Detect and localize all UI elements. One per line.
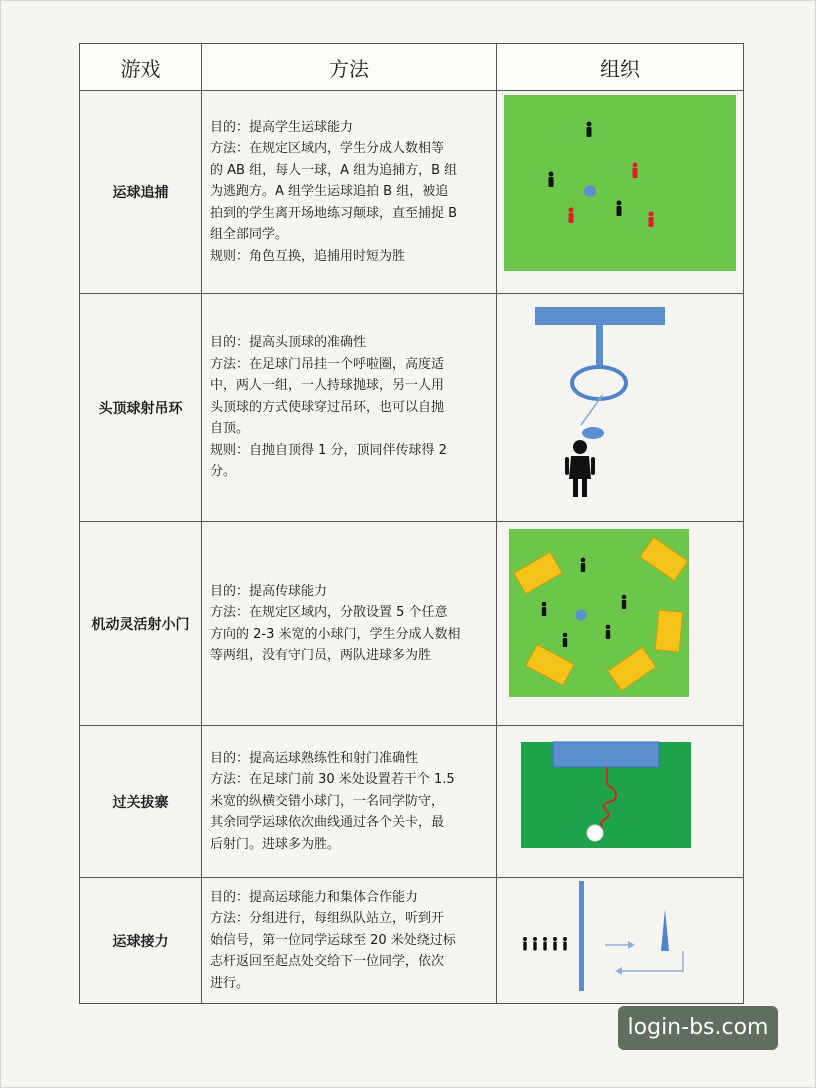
method-line: 分。 <box>210 464 237 480</box>
game-method <box>202 726 497 878</box>
method-line: 规则：自抛自顶得 1 分，顶同伴传球得 2 <box>210 442 447 458</box>
method-line: 进行。 <box>210 975 250 991</box>
relay-diagram <box>497 879 743 1003</box>
marker-pole-icon <box>661 909 669 951</box>
table-row <box>80 294 744 522</box>
watermark-badge: login-bs.com <box>618 1006 778 1050</box>
method-line: 方法：在足球门前 30 米处设置若干个 1.5 <box>210 772 455 788</box>
org-diagram-small-goals <box>497 522 744 726</box>
table-row <box>80 522 744 726</box>
chase-field-diagram <box>497 92 743 292</box>
ball-icon <box>587 825 603 841</box>
method-line: 方法：分组进行，每组纵队站立，听到开 <box>210 911 445 927</box>
method-line: 米宽的纵横交错小球门，一名同学防守， <box>210 793 445 809</box>
game-method <box>202 294 497 522</box>
player-red-icon <box>569 208 574 224</box>
method-line: 拍到的学生离开场地练习颠球，直至捕捉 B <box>210 205 458 221</box>
player-black-icon <box>523 937 527 951</box>
table-row <box>80 878 744 1004</box>
header-hoop-diagram <box>497 295 743 521</box>
method-line: 后射门。进球多为胜。 <box>210 836 341 852</box>
player-silhouette-icon <box>565 440 595 497</box>
hoop-icon <box>572 367 626 399</box>
return-arrow <box>621 951 683 971</box>
method-line: 目的：提高运球熟练性和射门准确性 <box>210 750 419 766</box>
method-line: 目的：提高传球能力 <box>210 583 328 599</box>
method-line: 其余同学运球依次曲线通过各个关卡，最 <box>210 815 445 831</box>
arrow-head-icon <box>615 967 622 975</box>
player-black-icon <box>587 122 592 138</box>
arrow-head-icon <box>628 941 635 949</box>
games-table <box>79 43 744 1004</box>
checkpoint-diagram <box>497 727 743 877</box>
player-black-icon <box>543 937 547 951</box>
ball-icon <box>576 609 587 620</box>
ball-icon <box>582 427 604 439</box>
method-line: 组全部同学。 <box>210 227 289 243</box>
method-line: 自顶。 <box>210 421 250 437</box>
table-row <box>80 726 744 878</box>
player-black-icon <box>617 201 622 217</box>
game-name: 过关拔寨 <box>80 726 202 878</box>
hanging-rope <box>596 325 603 367</box>
header-method: 方法 <box>202 44 497 91</box>
method-line: 为逃跑方。A 组学生运球追拍 B 组，被追 <box>210 184 449 200</box>
method-line: 目的：提高运球能力和集体合作能力 <box>210 889 419 905</box>
org-diagram-relay <box>497 878 744 1004</box>
org-diagram-checkpoint <box>497 726 744 878</box>
player-black-icon <box>606 624 611 638</box>
player-black-icon <box>563 632 568 646</box>
player-black-icon <box>622 594 627 608</box>
method-line: 始信号，第一位同学运球至 20 米处绕过标 <box>210 932 456 948</box>
player-red-icon <box>649 212 654 228</box>
game-method <box>202 522 497 726</box>
player-black-icon <box>533 937 537 951</box>
org-diagram-chase <box>497 91 744 294</box>
player-black-icon <box>553 937 557 951</box>
method-line: 目的：提高头顶球的准确性 <box>210 335 367 351</box>
goal <box>553 742 659 767</box>
game-name: 运球追捕 <box>80 91 202 294</box>
method-line: 方向的 2-3 米宽的小球门，学生分成人数相 <box>210 626 461 642</box>
table-header-row <box>80 44 744 91</box>
method-line: 规则：角色互换，追捕用时短为胜 <box>210 248 406 264</box>
header-game: 游戏 <box>80 44 202 91</box>
small-goals-diagram <box>497 523 743 725</box>
game-method <box>202 91 497 294</box>
player-black-icon <box>549 172 554 188</box>
method-line: 中，两人一组，一人持球抛球，另一人用 <box>210 378 445 394</box>
small-goal <box>655 610 682 652</box>
player-black-icon <box>563 937 567 951</box>
method-line: 等两组，没有守门员，两队进球多为胜 <box>210 648 432 663</box>
player-red-icon <box>633 163 638 179</box>
method-line: 目的：提高学生运球能力 <box>210 119 354 135</box>
method-line: 的 AB 组，每人一球，A 组为追捕方，B 组 <box>210 162 458 178</box>
org-diagram-header-hoop <box>497 294 744 522</box>
method-line: 志杆返回至起点处交给下一位同学，依次 <box>210 954 445 970</box>
crossbar <box>535 307 665 325</box>
player-black-icon <box>542 601 547 615</box>
method-line: 头顶球的方式使球穿过吊环，也可以自抛 <box>210 399 445 415</box>
game-method <box>202 878 497 1004</box>
field <box>504 95 736 271</box>
game-name: 机动灵活射小门 <box>80 522 202 726</box>
trajectory-arrow <box>581 397 601 425</box>
method-line: 方法：在足球门吊挂一个呼啦圈，高度适 <box>210 356 445 372</box>
method-line: 方法：在规定区域内，学生分成人数相等 <box>210 141 445 157</box>
method-line: 方法：在规定区域内，分散设置 5 个任意 <box>210 605 448 620</box>
player-black-icon <box>581 557 586 571</box>
ball-icon <box>584 185 596 197</box>
game-name: 头顶球射吊环 <box>80 294 202 522</box>
game-name: 运球接力 <box>80 878 202 1004</box>
table-row <box>80 91 744 294</box>
header-org: 组织 <box>497 44 744 91</box>
start-line <box>579 881 584 991</box>
